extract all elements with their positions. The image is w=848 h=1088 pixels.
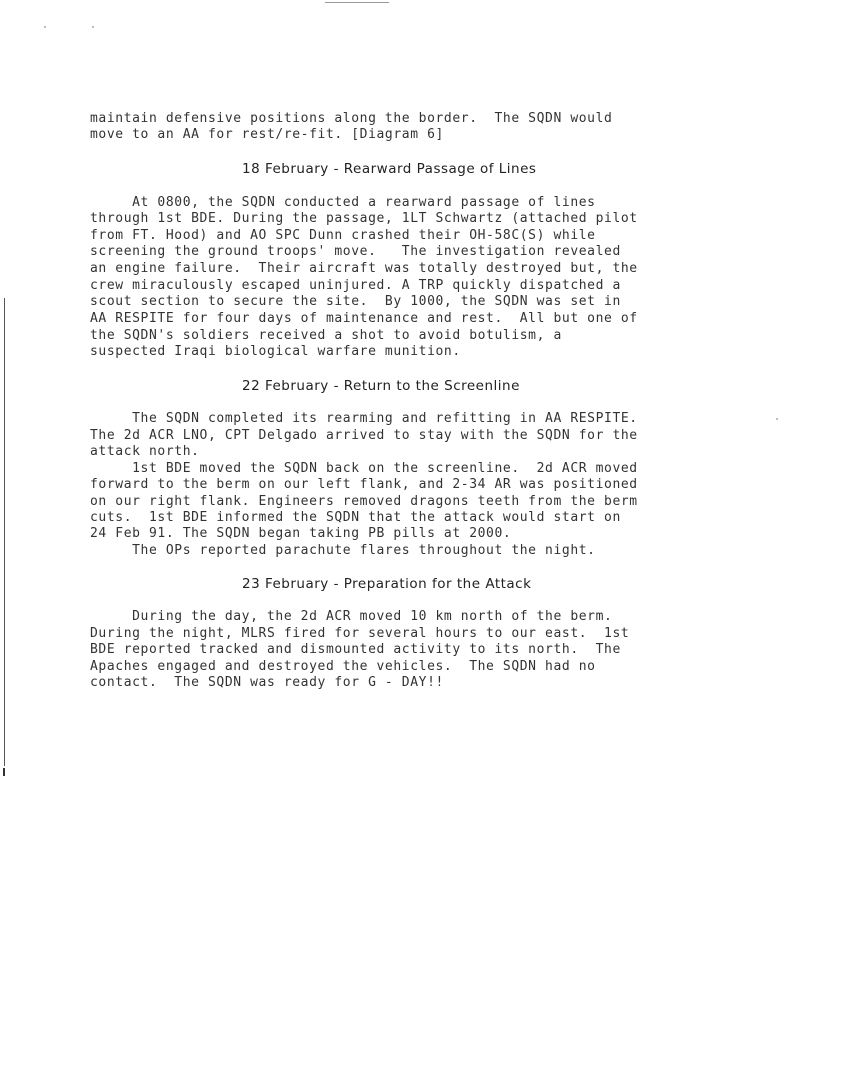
body-line: The SQDN completed its rearming and refitting in AA RESPITE.: [90, 411, 638, 426]
body-line: Apaches engaged and destroyed the vehicles. The SQDN had no: [90, 659, 596, 674]
body-line: contact. The SQDN was ready for G - DAY!!: [90, 675, 444, 690]
scan-speck: [92, 26, 94, 28]
body-line: During the night, MLRS fired for several hours to our east. 1st: [90, 626, 630, 641]
left-margin-tick: [3, 768, 5, 776]
scan-speck: [776, 418, 778, 420]
section-heading: 23 February - Preparation for the Attack: [242, 576, 532, 592]
body-line: At 0800, the SQDN conducted a rearward passage of lines: [90, 195, 596, 210]
body-line: an engine failure. Their aircraft was totally destroyed but, the: [90, 261, 638, 276]
body-line: through 1st BDE. During the passage, 1LT Schwartz (attached pilot: [90, 211, 638, 226]
body-line: The 2d ACR LNO, CPT Delgado arrived to stay with the SQDN for the: [90, 428, 638, 443]
intro-line: move to an AA for rest/re-fit. [Diagram 6]: [90, 127, 444, 142]
body-line: scout section to secure the site. By 1000, the SQDN was set in: [90, 294, 621, 309]
body-line: The OPs reported parachute flares throughout the night.: [90, 543, 596, 558]
body-line: 1st BDE moved the SQDN back on the screenline. 2d ACR moved: [90, 461, 638, 476]
body-line: the SQDN's soldiers received a shot to avoid botulism, a: [90, 328, 562, 343]
scan-speck: [44, 26, 46, 28]
body-line: During the day, the 2d ACR moved 10 km north of the berm.: [90, 609, 613, 624]
left-margin-bar: [4, 298, 5, 766]
intro-line: maintain defensive positions along the border. The SQDN would: [90, 111, 613, 126]
body-line: attack north.: [90, 444, 200, 459]
section-heading: 22 February - Return to the Screenline: [242, 378, 520, 394]
body-line: screening the ground troops' move. The investigation revealed: [90, 244, 621, 259]
section-heading: 18 February - Rearward Passage of Lines: [242, 161, 537, 177]
top-scan-mark: [325, 2, 389, 3]
body-line: from FT. Hood) and AO SPC Dunn crashed their OH-58C(S) while: [90, 228, 596, 243]
body-line: on our right flank. Engineers removed dragons teeth from the berm: [90, 494, 638, 509]
body-line: cuts. 1st BDE informed the SQDN that the attack would start on: [90, 510, 621, 525]
body-line: 24 Feb 91. The SQDN began taking PB pills at 2000.: [90, 526, 512, 541]
body-line: suspected Iraqi biological warfare munition.: [90, 344, 461, 359]
body-line: crew miraculously escaped uninjured. A TRP quickly dispatched a: [90, 278, 621, 293]
body-line: AA RESPITE for four days of maintenance and rest. All but one of: [90, 311, 638, 326]
body-line: BDE reported tracked and dismounted activity to its north. The: [90, 642, 621, 657]
body-line: forward to the berm on our left flank, and 2-34 AR was positioned: [90, 477, 638, 492]
